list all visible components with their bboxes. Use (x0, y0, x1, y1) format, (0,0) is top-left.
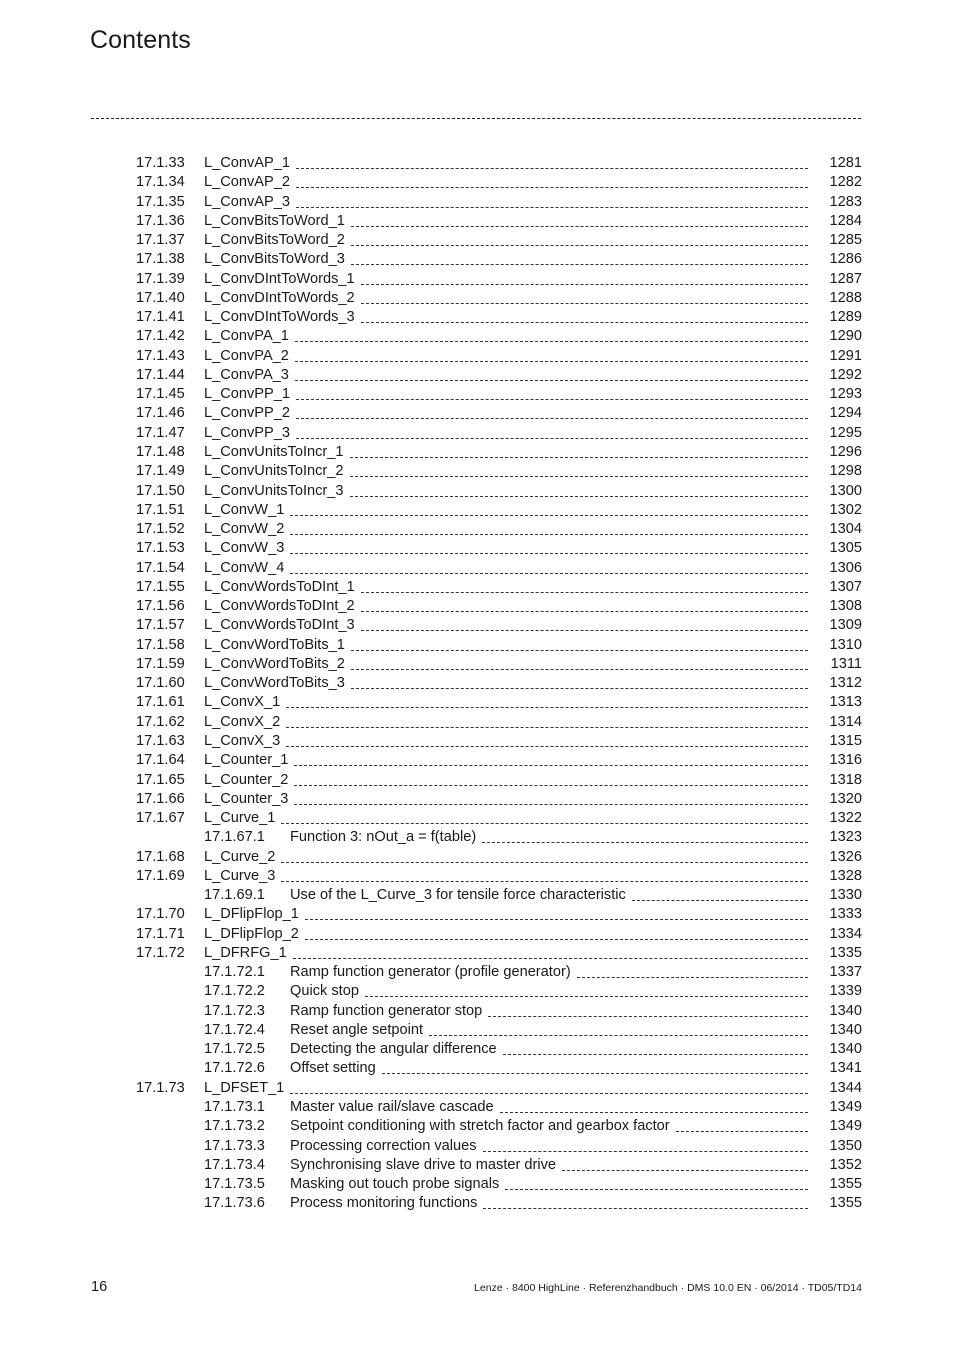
toc-entry[interactable] (0, 559, 954, 578)
toc-entry-number: 17.1.71 (136, 925, 185, 942)
toc-entry-title: L_ConvAP_3 (204, 193, 291, 210)
toc-entry-number: 17.1.52 (136, 521, 185, 538)
toc-entry-number: 17.1.62 (136, 713, 185, 730)
toc-entry-title: Process monitoring functions (290, 1195, 478, 1212)
toc-entry[interactable] (0, 443, 954, 462)
toc-entry-number: 17.1.40 (136, 289, 185, 306)
toc-leader-dashes (505, 1189, 808, 1190)
toc-leader-dashes (296, 168, 808, 169)
toc-leader-dashes (361, 592, 808, 593)
toc-entry-title: L_DFRFG_1 (204, 944, 287, 961)
toc-entry[interactable] (0, 501, 954, 520)
toc-entry[interactable] (0, 848, 954, 867)
toc-entry-number: 17.1.72.2 (204, 983, 265, 1000)
toc-entry-number: 17.1.73.5 (204, 1176, 265, 1193)
toc-entry-page: 1355 (829, 1195, 862, 1212)
toc-entry-number: 17.1.54 (136, 559, 185, 576)
toc-entry-page: 1323 (829, 829, 862, 846)
toc-entry-title: L_ConvWordsToDInt_3 (204, 617, 355, 634)
toc-entry-number: 17.1.38 (136, 251, 185, 268)
toc-entry-title: L_ConvPP_2 (204, 405, 291, 422)
toc-entry[interactable] (0, 1079, 954, 1098)
toc-leader-dashes (290, 515, 808, 516)
toc-entry-page: 1290 (829, 328, 862, 345)
toc-leader-dashes (503, 1054, 808, 1055)
toc-leader-dashes (562, 1170, 808, 1171)
toc-entry-page: 1340 (829, 1002, 862, 1019)
toc-leader-dashes (296, 399, 808, 400)
footer-text: Lenze · 8400 HighLine · Referenzhandbuch · DMS 10.0 EN · 06/2014 · TD05/TD14 (474, 1282, 862, 1294)
toc-entry[interactable] (0, 1117, 954, 1136)
toc-entry-page: 1307 (829, 578, 862, 595)
toc-entry-title: L_ConvBitsToWord_1 (204, 212, 345, 229)
toc-entry-title: L_ConvPP_3 (204, 424, 291, 441)
toc-entry[interactable] (0, 1021, 954, 1040)
toc-entry[interactable] (0, 193, 954, 212)
toc-leader-dashes (290, 573, 808, 574)
toc-entry[interactable] (0, 1040, 954, 1059)
toc-leader-dashes (286, 746, 808, 747)
toc-entry-page: 1282 (829, 174, 862, 191)
toc-entry-page: 1340 (829, 1041, 862, 1058)
toc-leader-dashes (296, 438, 808, 439)
toc-entry-number: 17.1.70 (136, 906, 185, 923)
toc-entry-page: 1309 (829, 617, 862, 634)
toc-entry[interactable] (0, 462, 954, 481)
toc-entry-number: 17.1.44 (136, 366, 185, 383)
toc-leader-dashes (351, 669, 808, 670)
toc-entry-title: Detecting the angular difference (290, 1041, 497, 1058)
toc-entry[interactable] (0, 270, 954, 289)
toc-entry-page: 1318 (829, 771, 862, 788)
toc-entry[interactable] (0, 636, 954, 655)
toc-entry-number: 17.1.73.1 (204, 1099, 265, 1116)
toc-entry-number: 17.1.35 (136, 193, 185, 210)
toc-entry-number: 17.1.39 (136, 270, 185, 287)
toc-entry-number: 17.1.59 (136, 655, 185, 672)
toc-entry-title: L_ConvUnitsToIncr_3 (204, 482, 344, 499)
toc-leader-dashes (295, 380, 808, 381)
toc-entry-title: L_ConvWordsToDInt_2 (204, 598, 355, 615)
toc-entry[interactable] (0, 366, 954, 385)
toc-leader-dashes (382, 1073, 808, 1074)
toc-entry-title: L_ConvDIntToWords_2 (204, 289, 355, 306)
toc-leader-dashes (361, 630, 808, 631)
toc-entry[interactable] (0, 809, 954, 828)
toc-entry-title: Offset setting (290, 1060, 376, 1077)
toc-leader-dashes (290, 553, 808, 554)
toc-entry-number: 17.1.49 (136, 463, 185, 480)
toc-entry-number: 17.1.73.3 (204, 1137, 265, 1154)
toc-entry[interactable] (0, 289, 954, 308)
toc-entry-page: 1330 (829, 887, 862, 904)
toc-entry[interactable] (0, 751, 954, 770)
toc-entry-page: 1341 (829, 1060, 862, 1077)
toc-entry-title: L_ConvX_2 (204, 713, 281, 730)
toc-entry-page: 1294 (829, 405, 862, 422)
table-of-contents (0, 154, 954, 1214)
toc-entry-page: 1344 (829, 1079, 862, 1096)
toc-entry-title: L_ConvUnitsToIncr_2 (204, 463, 344, 480)
toc-entry[interactable] (0, 713, 954, 732)
toc-entry-number: 17.1.69.1 (204, 887, 265, 904)
toc-entry-number: 17.1.66 (136, 790, 185, 807)
toc-entry-number: 17.1.72.1 (204, 964, 265, 981)
toc-entry[interactable] (0, 385, 954, 404)
toc-entry-page: 1284 (829, 212, 862, 229)
toc-leader-dashes (281, 862, 808, 863)
toc-entry[interactable] (0, 520, 954, 539)
toc-entry-page: 1288 (829, 289, 862, 306)
toc-entry-number: 17.1.47 (136, 424, 185, 441)
toc-entry-title: L_ConvX_3 (204, 732, 281, 749)
toc-entry-number: 17.1.72 (136, 944, 185, 961)
toc-entry[interactable] (0, 693, 954, 712)
toc-entry[interactable] (0, 790, 954, 809)
toc-entry-number: 17.1.61 (136, 694, 185, 711)
toc-entry-number: 17.1.33 (136, 155, 185, 171)
toc-entry-page: 1311 (830, 655, 862, 672)
toc-leader-dashes (350, 457, 808, 458)
toc-entry[interactable] (0, 482, 954, 501)
toc-entry-title: L_Curve_2 (204, 848, 276, 865)
toc-entry-title: L_ConvPA_2 (204, 347, 289, 364)
toc-entry-page: 1326 (829, 848, 862, 865)
toc-entry-number: 17.1.58 (136, 636, 185, 653)
toc-entry-page: 1337 (829, 964, 862, 981)
toc-leader-dashes (351, 245, 808, 246)
toc-leader-dashes (429, 1035, 808, 1036)
toc-leader-dashes (296, 187, 808, 188)
toc-entry[interactable] (0, 173, 954, 192)
toc-entry-number: 17.1.73 (136, 1079, 185, 1096)
toc-entry[interactable] (0, 963, 954, 982)
toc-entry[interactable] (0, 327, 954, 346)
toc-entry-page: 1287 (829, 270, 862, 287)
toc-entry-title: L_Counter_2 (204, 771, 289, 788)
toc-leader-dashes (361, 284, 808, 285)
toc-entry-page: 1333 (829, 906, 862, 923)
toc-leader-dashes (632, 900, 808, 901)
toc-entry-title: L_ConvWordToBits_3 (204, 675, 345, 692)
toc-entry[interactable] (0, 597, 954, 616)
toc-entry[interactable] (0, 1156, 954, 1175)
toc-entry-title: Use of the L_Curve_3 for tensile force characteristic (290, 887, 626, 904)
toc-entry-number: 17.1.64 (136, 752, 185, 769)
toc-leader-dashes (294, 785, 808, 786)
toc-entry-title: Setpoint conditioning with stretch factor and gearbox factor (290, 1118, 670, 1135)
toc-entry[interactable] (0, 308, 954, 327)
toc-entry-number: 17.1.72.4 (204, 1021, 265, 1038)
toc-leader-dashes (361, 303, 808, 304)
toc-leader-dashes (290, 1093, 808, 1094)
toc-entry[interactable] (0, 539, 954, 558)
toc-entry[interactable] (0, 674, 954, 693)
toc-entry-number: 17.1.63 (136, 732, 185, 749)
toc-entry-title: L_ConvBitsToWord_2 (204, 232, 345, 249)
toc-entry-number: 17.1.50 (136, 482, 185, 499)
toc-entry-title: L_Counter_3 (204, 790, 289, 807)
toc-entry-title: L_ConvDIntToWords_1 (204, 270, 355, 287)
toc-leader-dashes (305, 919, 808, 920)
toc-entry-page: 1320 (829, 790, 862, 807)
toc-entry-page: 1293 (829, 386, 862, 403)
toc-leader-dashes (286, 727, 808, 728)
toc-entry-page: 1296 (829, 443, 862, 460)
toc-entry-title: L_ConvAP_1 (204, 155, 291, 171)
toc-entry-number: 17.1.72.6 (204, 1060, 265, 1077)
toc-entry-title: Ramp function generator stop (290, 1002, 483, 1019)
toc-leader-dashes (676, 1131, 808, 1132)
toc-entry-page: 1300 (829, 482, 862, 499)
toc-entry-page: 1355 (829, 1176, 862, 1193)
toc-entry[interactable] (0, 154, 954, 173)
toc-entry-page: 1281 (829, 155, 862, 171)
toc-entry-number: 17.1.73.4 (204, 1156, 265, 1173)
toc-entry[interactable] (0, 1194, 954, 1213)
toc-entry-title: Quick stop (290, 983, 359, 1000)
toc-leader-dashes (361, 611, 808, 612)
toc-entry-page: 1295 (829, 424, 862, 441)
toc-entry[interactable] (0, 578, 954, 597)
toc-entry-page: 1291 (829, 347, 862, 364)
toc-leader-dashes (361, 322, 808, 323)
toc-entry-number: 17.1.34 (136, 174, 185, 191)
toc-leader-dashes (296, 418, 808, 419)
toc-entry[interactable] (0, 1098, 954, 1117)
toc-entry-title: L_ConvUnitsToIncr_1 (204, 443, 344, 460)
toc-entry-title: L_Counter_1 (204, 752, 289, 769)
toc-entry-page: 1310 (829, 636, 862, 653)
toc-entry-title: L_ConvDIntToWords_3 (204, 309, 355, 326)
toc-entry-number: 17.1.43 (136, 347, 185, 364)
toc-entry-title: Masking out touch probe signals (290, 1176, 500, 1193)
toc-entry-number: 17.1.45 (136, 386, 185, 403)
page-title: Contents (90, 26, 191, 54)
toc-entry-number: 17.1.41 (136, 309, 185, 326)
toc-leader-dashes (483, 1208, 808, 1209)
toc-entry-number: 17.1.73.6 (204, 1195, 265, 1212)
toc-entry-page: 1339 (829, 983, 862, 1000)
toc-leader-dashes (296, 207, 808, 208)
toc-entry-number: 17.1.36 (136, 212, 185, 229)
toc-entry-page: 1328 (829, 867, 862, 884)
toc-leader-dashes (294, 765, 808, 766)
toc-entry-page: 1285 (829, 232, 862, 249)
toc-entry-number: 17.1.65 (136, 771, 185, 788)
toc-entry-page: 1349 (829, 1099, 862, 1116)
toc-entry-title: Function 3: nOut_a = f(table) (290, 829, 477, 846)
toc-entry[interactable] (0, 250, 954, 269)
toc-entry-page: 1283 (829, 193, 862, 210)
toc-entry-title: L_ConvW_3 (204, 540, 285, 557)
toc-entry-title: L_Curve_1 (204, 810, 276, 827)
toc-entry-title: L_DFlipFlop_1 (204, 906, 299, 923)
toc-entry-number: 17.1.42 (136, 328, 185, 345)
toc-entry[interactable] (0, 616, 954, 635)
toc-entry-number: 17.1.56 (136, 598, 185, 615)
toc-leader-dashes (351, 226, 808, 227)
toc-leader-dashes (351, 650, 808, 651)
toc-entry-number: 17.1.73.2 (204, 1118, 265, 1135)
toc-entry-page: 1306 (829, 559, 862, 576)
toc-entry-title: L_ConvWordsToDInt_1 (204, 578, 355, 595)
toc-entry-page: 1352 (829, 1156, 862, 1173)
toc-entry-number: 17.1.72.3 (204, 1002, 265, 1019)
toc-entry-page: 1335 (829, 944, 862, 961)
toc-entry-title: L_Curve_3 (204, 867, 276, 884)
toc-leader-dashes (350, 476, 808, 477)
toc-entry-number: 17.1.68 (136, 848, 185, 865)
toc-entry-title: L_ConvW_2 (204, 521, 285, 538)
toc-entry[interactable] (0, 771, 954, 790)
toc-entry-number: 17.1.72.5 (204, 1041, 265, 1058)
toc-entry-page: 1350 (829, 1137, 862, 1154)
toc-entry-number: 17.1.51 (136, 501, 185, 518)
toc-entry[interactable] (0, 732, 954, 751)
toc-entry-page: 1334 (829, 925, 862, 942)
toc-leader-dashes (482, 842, 808, 843)
toc-entry-title: Master value rail/slave cascade (290, 1099, 494, 1116)
toc-leader-dashes (295, 341, 808, 342)
toc-entry-title: L_ConvPA_1 (204, 328, 289, 345)
toc-leader-dashes (351, 688, 808, 689)
toc-leader-dashes (577, 977, 808, 978)
toc-entry[interactable] (0, 655, 954, 674)
toc-entry-title: L_ConvX_1 (204, 694, 281, 711)
toc-entry-title: L_DFSET_1 (204, 1079, 285, 1096)
toc-entry-title: Synchronising slave drive to master drive (290, 1156, 557, 1173)
toc-leader-dashes (488, 1016, 808, 1017)
toc-entry[interactable] (0, 886, 954, 905)
toc-entry[interactable] (0, 231, 954, 250)
toc-entry-number: 17.1.67 (136, 810, 185, 827)
toc-entry-page: 1314 (829, 713, 862, 730)
toc-entry[interactable] (0, 925, 954, 944)
toc-entry[interactable] (0, 867, 954, 886)
toc-entry[interactable] (0, 424, 954, 443)
toc-leader-dashes (500, 1112, 808, 1113)
toc-entry-title: L_ConvWordToBits_1 (204, 636, 345, 653)
toc-leader-dashes (286, 707, 808, 708)
toc-leader-dashes (351, 264, 808, 265)
toc-entry-number: 17.1.60 (136, 675, 185, 692)
toc-entry-title: L_ConvBitsToWord_3 (204, 251, 345, 268)
toc-entry-page: 1305 (829, 540, 862, 557)
toc-leader-dashes (290, 534, 808, 535)
toc-entry-title: Reset angle setpoint (290, 1021, 424, 1038)
toc-entry-page: 1315 (829, 732, 862, 749)
toc-entry[interactable] (0, 1137, 954, 1156)
toc-entry-page: 1313 (829, 694, 862, 711)
toc-leader-dashes (281, 823, 808, 824)
toc-entry[interactable] (0, 212, 954, 231)
toc-entry-title: Ramp function generator (profile generator) (290, 964, 571, 981)
toc-entry-page: 1302 (829, 501, 862, 518)
toc-entry[interactable] (0, 828, 954, 847)
toc-entry-number: 17.1.37 (136, 232, 185, 249)
toc-entry-page: 1289 (829, 309, 862, 326)
toc-leader-dashes (293, 958, 808, 959)
toc-entry-title: L_DFlipFlop_2 (204, 925, 299, 942)
toc-entry-page: 1292 (829, 366, 862, 383)
toc-entry-page: 1349 (829, 1118, 862, 1135)
toc-entry-page: 1304 (829, 521, 862, 538)
toc-entry-page: 1322 (829, 810, 862, 827)
toc-entry-number: 17.1.57 (136, 617, 185, 634)
toc-leader-dashes (294, 804, 808, 805)
toc-entry[interactable] (0, 982, 954, 1001)
toc-entry-title: L_ConvPA_3 (204, 366, 289, 383)
toc-entry[interactable] (0, 404, 954, 423)
toc-leader-dashes (483, 1151, 808, 1152)
toc-entry-page: 1316 (829, 752, 862, 769)
toc-entry-number: 17.1.48 (136, 443, 185, 460)
toc-leader-dashes (350, 496, 808, 497)
toc-entry-page: 1340 (829, 1021, 862, 1038)
toc-entry-title: L_ConvWordToBits_2 (204, 655, 345, 672)
toc-entry-page: 1298 (829, 463, 862, 480)
header-divider (91, 118, 861, 119)
toc-entry-number: 17.1.53 (136, 540, 185, 557)
toc-entry-title: L_ConvPP_1 (204, 386, 291, 403)
toc-leader-dashes (365, 996, 808, 997)
toc-leader-dashes (305, 939, 808, 940)
toc-entry-title: L_ConvW_1 (204, 501, 285, 518)
toc-entry-title: Processing correction values (290, 1137, 477, 1154)
toc-entry-title: L_ConvAP_2 (204, 174, 291, 191)
toc-entry-number: 17.1.55 (136, 578, 185, 595)
toc-entry[interactable] (0, 905, 954, 924)
toc-entry-number: 17.1.46 (136, 405, 185, 422)
toc-entry-page: 1308 (829, 598, 862, 615)
toc-entry-number: 17.1.67.1 (204, 829, 265, 846)
toc-entry-page: 1312 (829, 675, 862, 692)
toc-entry[interactable] (0, 1059, 954, 1078)
toc-entry[interactable] (0, 347, 954, 366)
toc-entry-title: L_ConvW_4 (204, 559, 285, 576)
toc-leader-dashes (295, 361, 808, 362)
footer-page-number: 16 (91, 1279, 108, 1295)
toc-entry-page: 1286 (829, 251, 862, 268)
toc-entry[interactable] (0, 1175, 954, 1194)
toc-entry[interactable] (0, 1002, 954, 1021)
toc-entry[interactable] (0, 944, 954, 963)
toc-entry-number: 17.1.69 (136, 867, 185, 884)
toc-leader-dashes (281, 881, 808, 882)
